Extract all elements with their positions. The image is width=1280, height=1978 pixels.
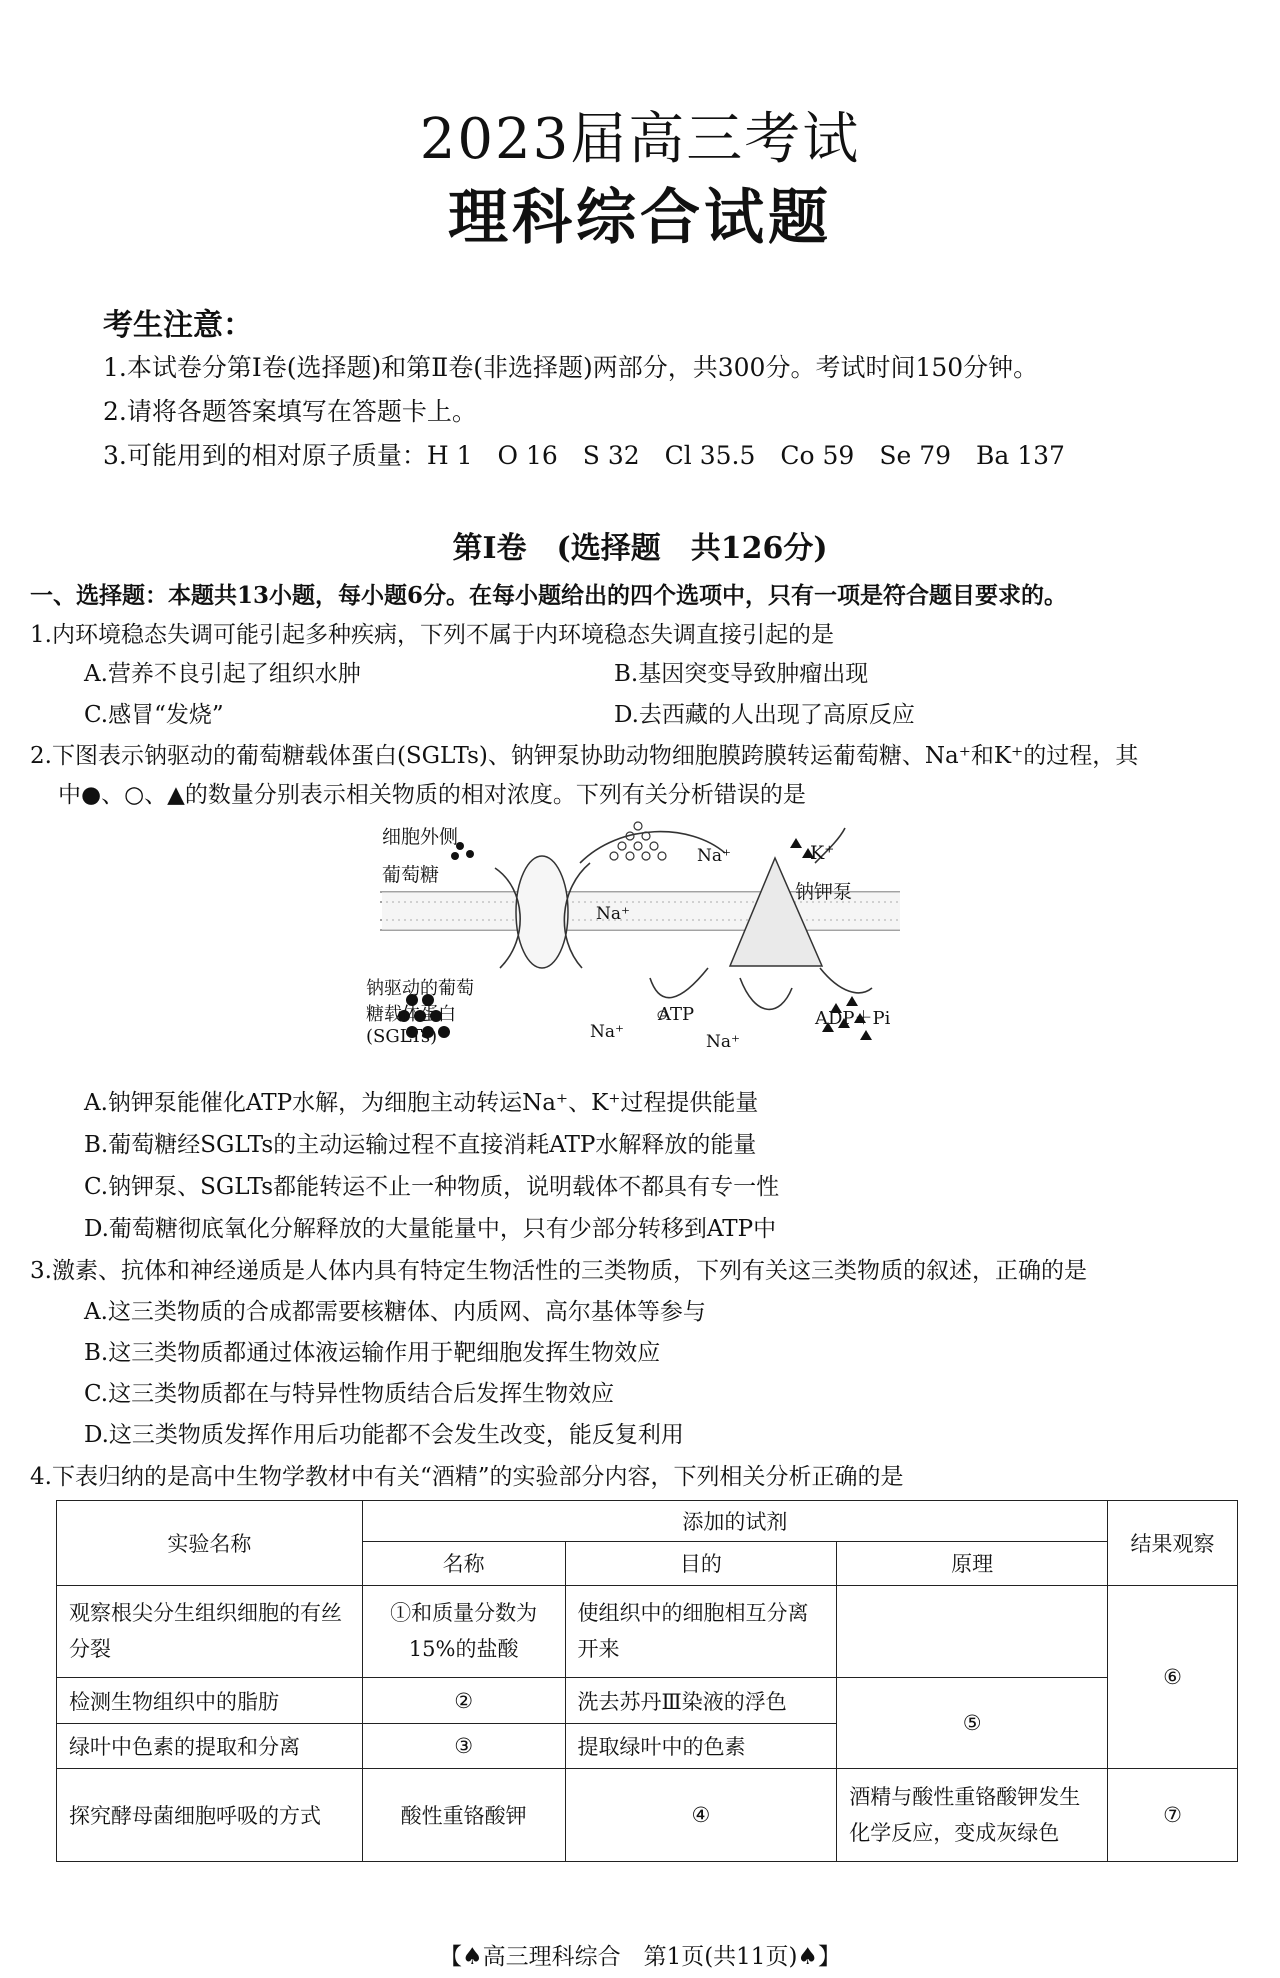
experiment-cell: 观察根尖分生组织细胞的有丝分裂 [57,1585,363,1678]
exam-title-year: 2023届高三考试 [419,107,861,172]
diagram-label-sglt: 糖载体蛋白 [366,1004,456,1025]
experiment-cell: 探究酵母菌细胞呼吸的方式 [57,1769,363,1862]
reagent-principle-cell: 酒精与酸性重铬酸钾发生化学反应，变成灰绿色 [837,1769,1108,1862]
diagram-label-sglt: (SGLTs) [366,1026,438,1047]
question-2-option-a: A.钠钾泵能催化ATP水解，为细胞主动转运Na⁺、K⁺过程提供能量 [84,1090,759,1116]
membrane-transport-diagram [360,818,920,1078]
question-1-option-b: B.基因突变导致肿瘤出现 [614,661,869,687]
question-2-stem: 2.下图表示钠驱动的葡萄糖载体蛋白(SGLTs)、钠钾泵协助动物细胞膜跨膜转运葡萄糖、Na⁺和K⁺的过程，其 [30,743,1139,769]
header-result: 结果观察 [1108,1501,1238,1586]
reagent-name-cell: ③ [362,1723,565,1768]
question-1-option-c: C.感冒“发烧” [84,702,224,728]
page-footer: 【♠高三理科综合 第1页(共11页)♠】 [438,1944,842,1970]
notice-heading: 考生注意： [103,308,253,343]
diagram-label-sglt: 钠驱动的葡萄 [366,978,474,999]
header-experiment-name: 实验名称 [57,1501,363,1586]
diagram-label-k: K⁺ [810,842,835,864]
notice-item: 2.请将各题答案填写在答题卡上。 [103,397,477,426]
reagent-purpose-cell: 洗去苏丹Ⅲ染液的浮色 [565,1678,837,1723]
header-reagent-principle: 原理 [837,1542,1108,1585]
notice-item: 1.本试卷分第Ⅰ卷(选择题)和第Ⅱ卷(非选择题)两部分，共300分。考试时间150分钟。 [103,353,1039,382]
reagent-purpose-cell: 使组织中的细胞相互分离开来 [565,1585,837,1678]
reagent-name-cell: 酸性重铬酸钾 [362,1769,565,1862]
section-title: 第Ⅰ卷 (选择题 共126分) [452,531,828,566]
reagent-name-cell: ①和质量分数为15%的盐酸 [362,1585,565,1678]
diagram-label-na-outside: Na⁺ [596,904,630,924]
question-2-option-c: C.钠钾泵、SGLTs都能转运不止一种物质，说明载体不都具有专一性 [84,1174,780,1200]
diagram-label-adp: ADP＋Pi [815,1008,891,1029]
reagent-purpose-cell: ④ [565,1769,837,1862]
diagram-label-outside: 细胞外侧 [382,826,459,848]
sglt-protein [516,856,568,968]
question-3-option-d: D.这三类物质发挥作用后功能都不会发生改变，能反复利用 [84,1422,684,1448]
experiment-cell: 绿叶中色素的提取和分离 [57,1723,363,1768]
table-row [57,1678,1238,1723]
diagram-label-pump: 钠钾泵 [795,881,853,903]
header-reagent-name: 名称 [362,1542,565,1585]
diagram-label-glucose: 葡萄糖 [382,864,440,886]
result-cell: ⑦ [1108,1769,1238,1862]
diagram-label-na-inside-2: Na⁺ [706,1032,740,1052]
question-2-option-b: B.葡萄糖经SGLTs的主动运输过程不直接消耗ATP水解释放的能量 [84,1132,757,1158]
question-2-stem: 中●、○、▲的数量分别表示相关物质的相对浓度。下列有关分析错误的是 [58,782,806,808]
notice-item: 3.可能用到的相对原子质量：H 1 O 16 S 32 Cl 35.5 Co 59 Se 79 Ba 137 [103,441,1065,470]
experiment-table [56,1500,1238,1862]
question-3-stem: 3.激素、抗体和神经递质是人体内具有特定生物活性的三类物质，下列有关这三类物质的叙述，正确的是 [30,1258,1087,1284]
question-1-option-a: A.营养不良引起了组织水肿 [84,661,361,687]
question-3-option-a: A.这三类物质的合成都需要核糖体、内质网、高尔基体等参与 [84,1299,706,1325]
question-3-option-b: B.这三类物质都通过体液运输作用于靶细胞发挥生物效应 [84,1340,661,1366]
reagent-principle-cell [837,1585,1108,1678]
question-1-stem: 1.内环境稳态失调可能引起多种疾病，下列不属于内环境稳态失调直接引起的是 [30,622,834,648]
sodium-outside [610,822,666,860]
diagram-label-na-top: Na⁺ [697,846,731,866]
table-row [57,1585,1238,1678]
question-1-option-d: D.去西藏的人出现了高原反应 [614,702,915,728]
diagram-label-na-inside: Na⁺ [590,1022,624,1042]
question-2-option-d: D.葡萄糖彻底氧化分解释放的大量能量中，只有少部分转移到ATP中 [84,1216,777,1242]
reagent-purpose-cell: 提取绿叶中的色素 [565,1723,837,1768]
header-reagent-purpose: 目的 [565,1542,837,1585]
experiment-cell: 检测生物组织中的脂肪 [57,1678,363,1723]
question-3-option-c: C.这三类物质都在与特异性物质结合后发挥生物效应 [84,1381,615,1407]
reagent-name-cell: ② [362,1678,565,1723]
section-intro: 一、选择题：本题共13小题，每小题6分。在每小题给出的四个选项中，只有一项是符合题目要求的。 [30,582,1068,609]
question-4-stem: 4.下表归纳的是高中生物学教材中有关“酒精”的实验部分内容，下列相关分析正确的是 [30,1464,904,1490]
reagent-principle-cell: ⑤ [837,1678,1108,1769]
result-cell: ⑥ [1108,1585,1238,1769]
table-row [57,1769,1238,1862]
exam-title-subject: 理科综合试题 [448,183,832,253]
header-reagent: 添加的试剂 [362,1501,1107,1542]
diagram-label-atp: ATP [658,1004,695,1025]
